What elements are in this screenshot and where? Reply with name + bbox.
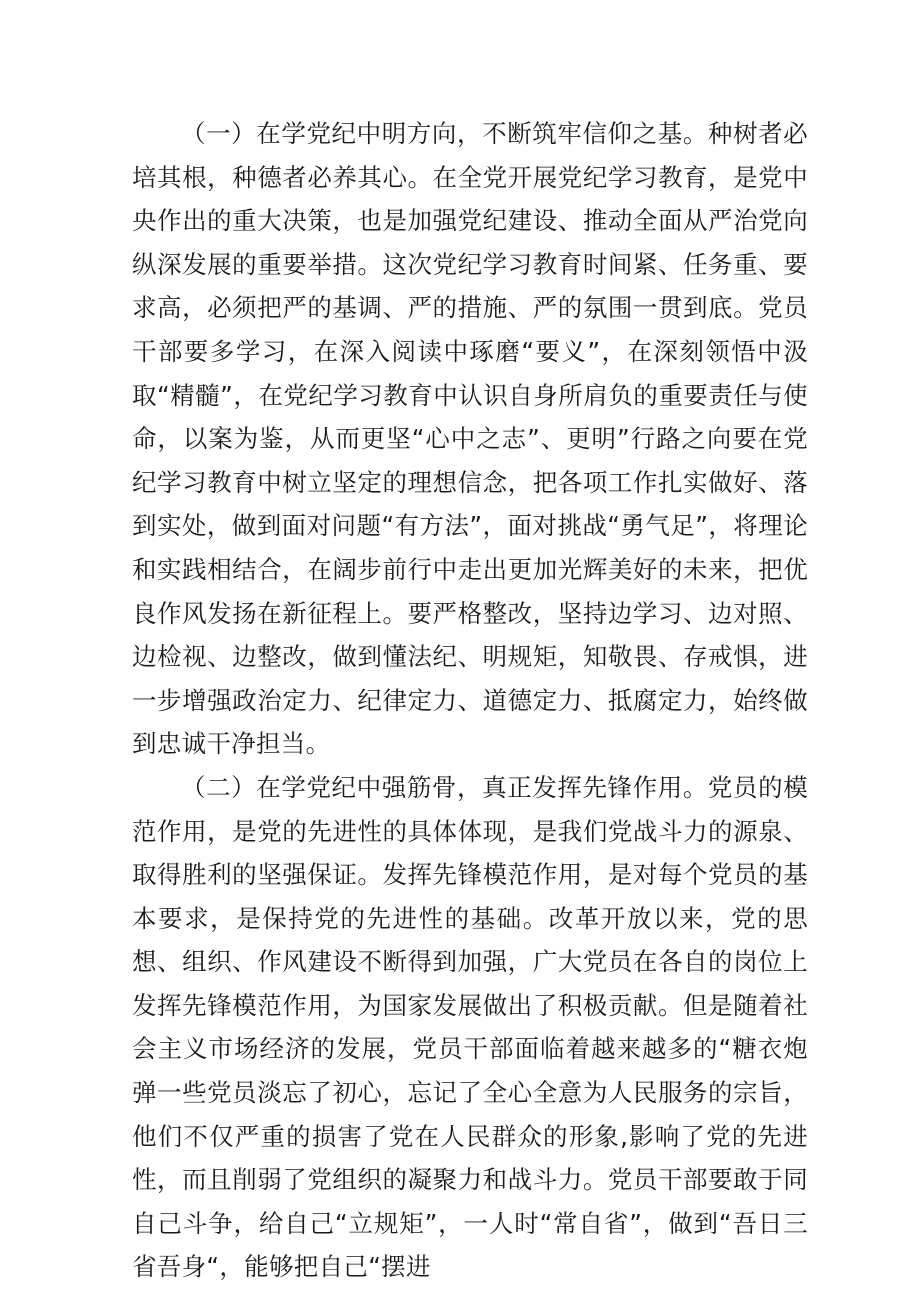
paragraph-2: （二）在学党纪中强筋骨，真正发挥先锋作用。党员的模范作用，是党的先进性的具体体现，是我们党战斗力的源泉、取得胜利的坚强保证。发挥先锋模范作用，是对每个党员的基本要求，是保持党的先进性的基础。改革开放以来，党的思想、组织、作风建设不断得到加强，广大党员在各自的岗位上发挥先锋模范作用，为国家发展做出了积极贡献。但是随着社会主义市场经济的发展，党员干部面临着越来越多的“糖衣炮弹一些党员淡忘了初心，忘记了全心全意为人民服务的宗旨，他们不仅严重的损害了党在人民群众的形象,影响了党的先进性，而且削弱了党组织的凝聚力和战斗力。党员干部要敢于同自己斗争，给自己“立规矩”，一人时“常自省”，做到“吾日三省吾身“，能够把自己“摆进 — [132, 772, 808, 1282]
paragraph-1: （一）在学党纪中明方向，不断筑牢信仰之基。种树者必培其根，种德者必养其心。在全党开展党纪学习教育，是党中央作出的重大决策，也是加强党纪建设、推动全面从严治党向纵深发展的重要举措。这次党纪学习教育时间紧、任务重、要求高，必须把严的基调、严的措施、严的氛围一贯到底。党员干部要多学习，在深入阅读中琢磨“要义”，在深刻领悟中汲取“精髓”，在党纪学习教育中认识自身所肩负的重要责任与使命，以案为鉴，从而更坚“心中之志”、更明”行路之向要在党纪学习教育中树立坚定的理想信念，把各项工作扎实做好、落到实处，做到面对问题“有方法”，面对挑战“勇气足”，将理论和实践相结合，在阔步前行中走出更加光辉美好的未来，把优良作风发扬在新征程上。要严格整改，坚持边学习、边对照、边检视、边整改，做到懂法纪、明规矩，知敬畏、存戒惧，进一步增强政治定力、纪律定力、道德定力、抵腐定力，始终做到忠诚干净担当。 — [132, 119, 808, 759]
document-body — [132, 112, 808, 1289]
